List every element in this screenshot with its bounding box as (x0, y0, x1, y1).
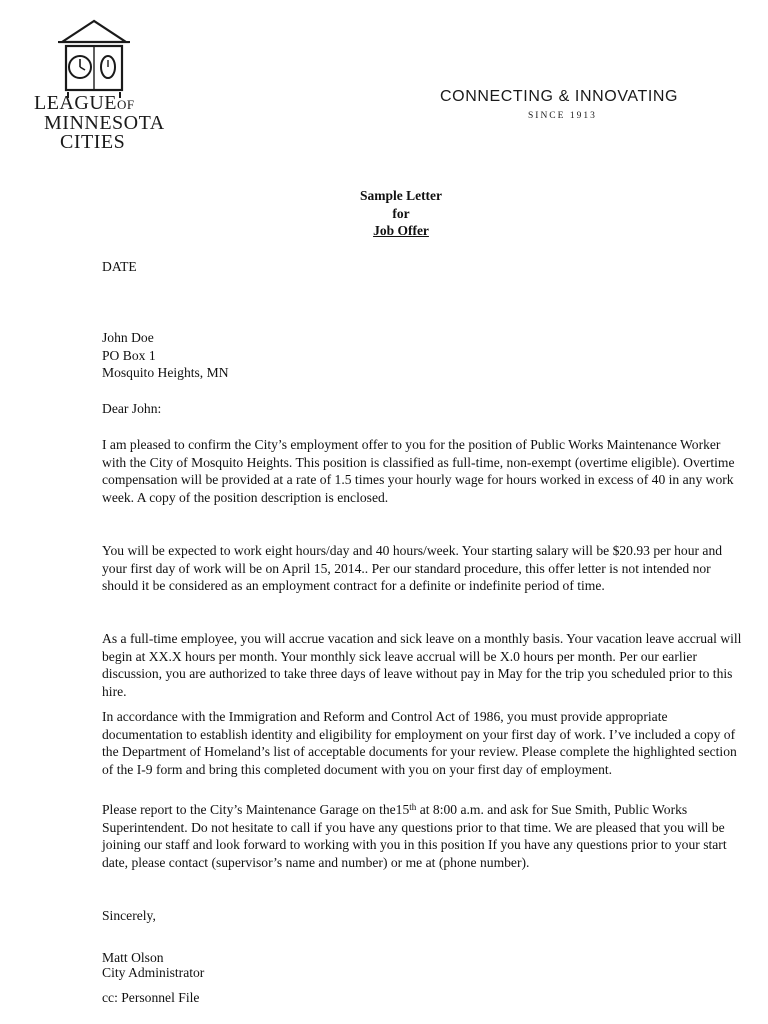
title-line-3: Job Offer (373, 223, 429, 238)
recipient-address (102, 329, 742, 382)
recipient-box: PO Box 1 (102, 347, 156, 363)
recipient-name: John Doe (102, 330, 154, 345)
since-year: SINCE 1913 (528, 111, 597, 121)
paragraph-4: In accordance with the Immigration and Reform and Control Act of 1986, you must provide appropriate documentation to establish identity and eligibility for employment on your first day of work. I’ve included a copy of the Department of Homeland’s list of acceptable documents for your review. Please complete the highlighted section of the I-9 form and bring this completed document with you on your first day of employment. (102, 709, 737, 777)
title-line-2: for (392, 205, 410, 221)
cc-line: cc: Personnel File (102, 990, 200, 1005)
paragraph-1: I am pleased to confirm the City’s employment offer to you for the position of Public Works Maintenance Worker with the City of Mosquito Heights. This position is classified as full-time, non-exempt (overtime eligible). Overtime compensation will be provided at a rate of 1.5 times your hourly wage for hours worked in excess of 40 in any work week. A copy of the position description is enclosed. (102, 437, 735, 505)
paragraph-5: Please report to the City’s Maintenance Garage on the15th at 8:00 a.m. and ask for Sue Smith, Public Works Superintendent. Do not hesitate to call if you have any questions prior to that time. We are pleased that you will be joining our staff and look forward to working with you in this position If you have any questions prior to your start date, please contact (supervisor’s name and number) or me at (phone number). (102, 802, 727, 870)
date-line: DATE (102, 259, 137, 274)
logo-wordmark: LEAGUEOF MINNESOTA CITIES (34, 92, 165, 153)
clock-tower-icon (54, 18, 134, 98)
paragraph-3: As a full-time employee, you will accrue vacation and sick leave on a monthly basis. Your vacation leave accrual will begin at XX.X hours per month. Your monthly sick leave accrual will be X.0 hours per month. Per our earlier discussion, you are authorized to take three days of leave without pay in May for the trip you scheduled prior to this hire. (102, 631, 742, 699)
signer-title: City Administrator (102, 965, 205, 980)
league-logo (30, 18, 165, 153)
paragraph-2: You will be expected to work eight hours/day and 40 hours/week. Your starting salary will be $20.93 per hour and your first day of work will be on April 15, 2014.. Per our standard procedure, this offer letter is not intended nor should it be considered as an employment contract for a definite or indefinite period of time. (102, 543, 723, 594)
title-line-1: Sample Letter (359, 188, 443, 203)
recipient-city: Mosquito Heights, MN (102, 365, 229, 381)
signer-name: Matt Olson (102, 950, 164, 965)
signature-block (102, 950, 742, 980)
closing: Sincerely, (102, 908, 156, 923)
letter-title (0, 187, 768, 240)
salutation: Dear John: (102, 401, 162, 416)
tagline: CONNECTING & INNOVATING (440, 88, 679, 105)
